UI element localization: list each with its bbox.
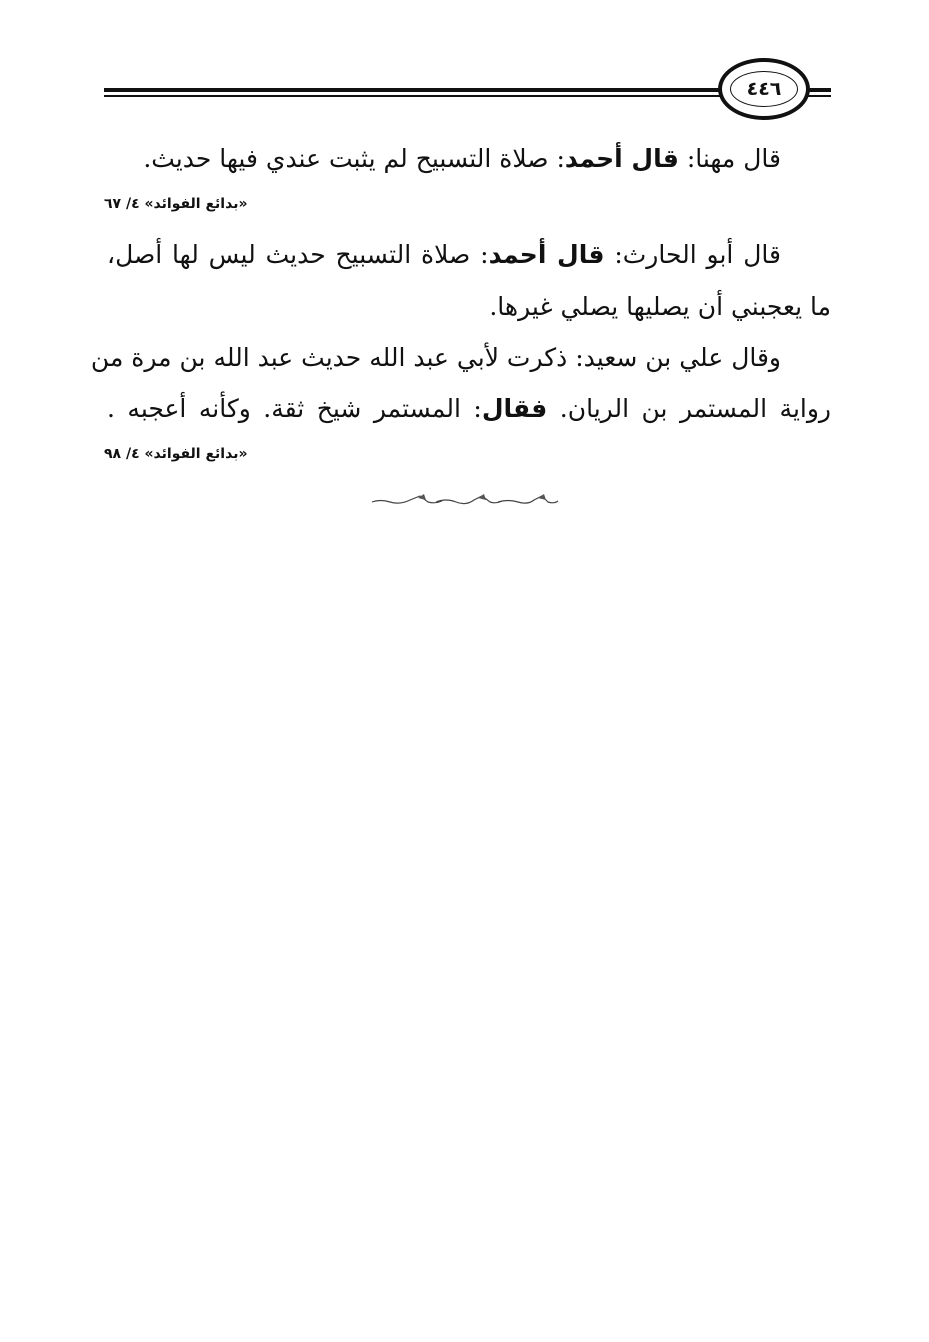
page-number: ٤٤٦ xyxy=(730,71,798,107)
text-run: قال أبو الحارث: xyxy=(604,240,781,269)
paragraph-3-reference: «بدائع الفوائد» ٤/ ٩٨ xyxy=(104,446,248,462)
paragraph-2-line-2 xyxy=(489,292,831,321)
text-run: ما يعجبني أن يصليها يصلي غيرها. xyxy=(489,292,831,321)
text-run: : صلاة التسبيح لم يثبت عندي فيها حديث. xyxy=(143,144,565,173)
paragraph-3-line-2 xyxy=(107,394,831,423)
speaker-name: قال أحمد xyxy=(488,240,605,269)
paragraph-2-line-1 xyxy=(107,240,781,269)
header-rule-thick xyxy=(104,88,724,92)
text-run: رواية المستمر بن الريان. xyxy=(547,394,831,423)
paragraph-1-line-1 xyxy=(143,144,781,173)
text-run: وقال علي بن سعيد: ذكرت لأبي عبد الله حديث عبد الله بن مرة من xyxy=(90,343,781,372)
speaker-name: فقال xyxy=(481,394,548,423)
text-run: : صلاة التسبيح حديث ليس لها أصل، xyxy=(107,240,489,269)
text-run: قال مهنا: xyxy=(678,144,781,173)
page-number-badge xyxy=(718,58,810,120)
paragraph-3-line-1 xyxy=(90,343,781,372)
speaker-name: قال أحمد xyxy=(564,144,679,173)
text-run: : المستمر شيخ ثقة. وكأنه أعجبه . xyxy=(107,394,482,423)
header-rule-right-thin xyxy=(806,95,831,97)
ornament-divider xyxy=(370,490,560,510)
header-rule-thin xyxy=(104,95,724,97)
paragraph-1-reference: «بدائع الفوائد» ٤/ ٦٧ xyxy=(104,196,248,212)
